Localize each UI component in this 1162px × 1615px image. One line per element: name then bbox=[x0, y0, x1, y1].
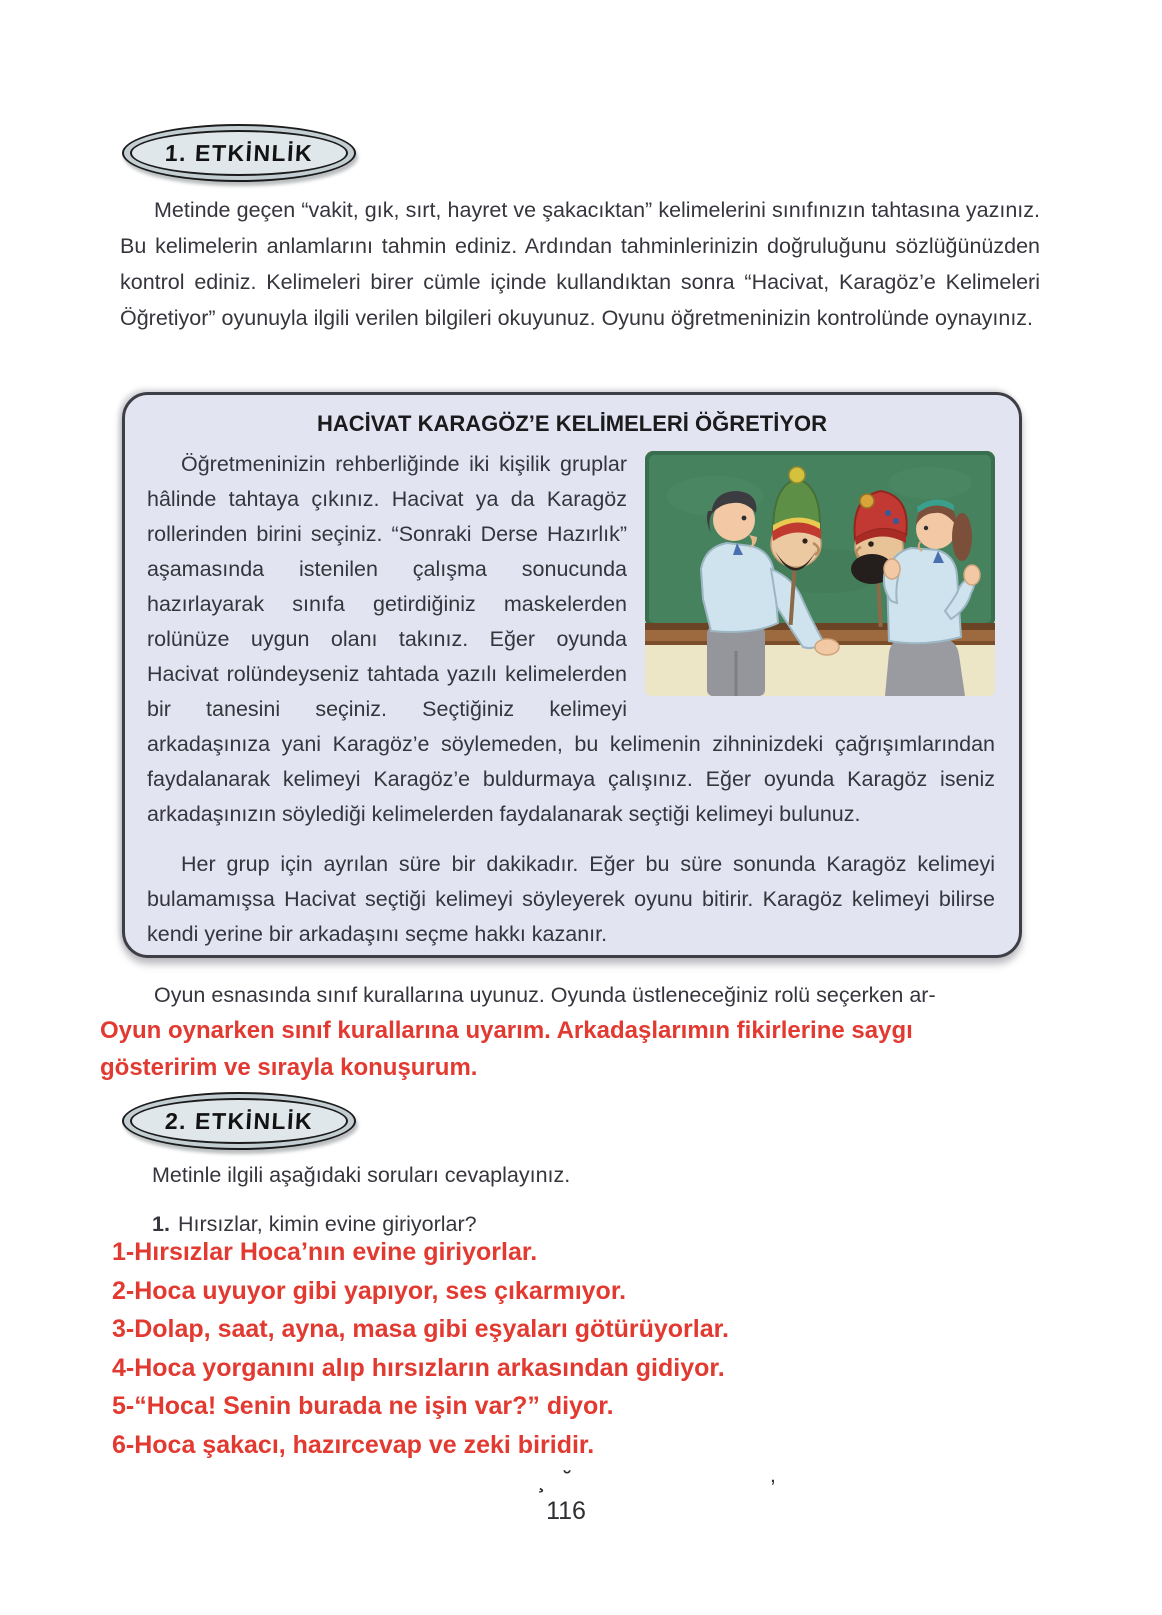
classroom-illustration-svg bbox=[645, 451, 995, 696]
intro-paragraph: Metinde geçen “vakit, gık, sırt, hayret ve şakacıktan” kelimelerini sınıfınızın tahtasına yazınız. Bu kelimelerin anlamlarını tahmin ediniz. Ardından tahminlerinizin doğruluğunu sözlüğünüzden kontrol ediniz. Kelimeleri birer cümle içinde kullandıktan sonra “Hacivat, Karagöz’e Kelimeleri Öğretiyor” oyunuyla ilgili verilen bilgileri okuyunuz. Oyunu öğretmeninizin kontrolünde oynayınız. bbox=[120, 198, 1040, 330]
box-paragraph-1: Öğretmeninizin rehberliğinde iki kişilik gruplar hâlinde tahtaya çıkınız. Hacivat ya da Karagöz rollerinden birini seçiniz. “Sonraki Derse Hazırlık” aşamasında istenilen çalışma sonucunda hazırlayarak sınıfa getirdiğiniz maskelerden rolünüze uygun olanı takınız. Eğer oyunda Hacivat rolündeyseniz tahtada yazılı kelimelerden bir tanesini seçiniz. Seçtiğiniz kelimeyi arkadaşınıza yani Karagöz’e söylemeden, bu kelimenin zihninizdeki çağrışımlarından faydalanarak kelimeyi Karagöz’e buldurmaya çalışınız. Eğer oyunda Karagöz iseniz arkadaşınızın söylediği kelimelerden faydalanarak seçtiği kelimeyi bulunuz. bbox=[147, 452, 995, 826]
activity-2-badge-inner bbox=[130, 1098, 348, 1144]
info-box bbox=[122, 392, 1022, 958]
fragment-comma: , bbox=[770, 1464, 776, 1487]
activity-2-instruction: Metinle ilgili aşağıdaki soruları cevaplayınız. bbox=[152, 1163, 571, 1187]
answer-1: 1-Hırsızlar Hoca’nın evine giriyorlar. bbox=[112, 1238, 538, 1266]
activity-1-badge-inner bbox=[130, 130, 348, 176]
answer-3: 3-Dolap, saat, ayna, masa gibi eşyaları götürüyorlar. bbox=[112, 1315, 729, 1343]
answer-2: 2-Hoca uyuyor gibi yapıyor, ses çıkarmıyor. bbox=[112, 1276, 627, 1305]
after-box-paragraph: Oyun esnasında sınıf kurallarına uyunuz. Oyunda üstleneceğiniz rolü seçerken ar- bbox=[154, 983, 936, 1007]
red-note-line-1: Oyun oynarken sınıf kurallarına uyarım. Arkadaşlarımın fikirlerine saygı bbox=[100, 1017, 913, 1044]
red-note-line-2: gösteririm ve sırayla konuşurum. bbox=[100, 1054, 478, 1081]
activity-1-badge bbox=[122, 124, 356, 182]
red-note bbox=[100, 1012, 1100, 1086]
info-box-title: HACİVAT KARAGÖZ’E KELİMELERİ ÖĞRETİYOR bbox=[316, 411, 828, 436]
answer-6: 6-Hoca şakacı, hazırcevap ve zeki biridir. bbox=[112, 1430, 595, 1459]
question-1-number: 1. bbox=[152, 1212, 170, 1236]
red-answers bbox=[112, 1233, 1012, 1464]
activity-2-badge bbox=[122, 1092, 356, 1150]
activity-1-label: 1. ETKİNLİK bbox=[164, 139, 314, 166]
info-box-body bbox=[125, 445, 1019, 952]
activity-2-label: 2. ETKİNLİK bbox=[164, 1107, 314, 1134]
page-number: 116 bbox=[546, 1497, 586, 1525]
question-1-text: Hırsızlar, kimin evine giriyorlar? bbox=[177, 1212, 477, 1236]
covered-text-fragments bbox=[0, 1464, 1162, 1496]
fragment-cedilla: ¸ bbox=[538, 1470, 545, 1493]
classroom-illustration bbox=[645, 451, 995, 696]
fragment-breve: ˘ bbox=[564, 1468, 571, 1491]
answer-4: 4-Hoca yorganını alıp hırsızların arkasından gidiyor. bbox=[112, 1353, 725, 1382]
box-paragraph-2: Her grup için ayrılan süre bir dakikadır. Eğer bu süre sonunda Karagöz kelimeyi bulamamışsa Hacivat seçtiği kelimeyi söyleyerek oyunu bitirir. Karagöz kelimeyi bilirse kendi yerine bir arkadaşını seçme hakkı kazanır. bbox=[147, 852, 995, 946]
answer-5: 5-“Hoca! Senin burada ne işin var?” diyor. bbox=[112, 1392, 614, 1420]
